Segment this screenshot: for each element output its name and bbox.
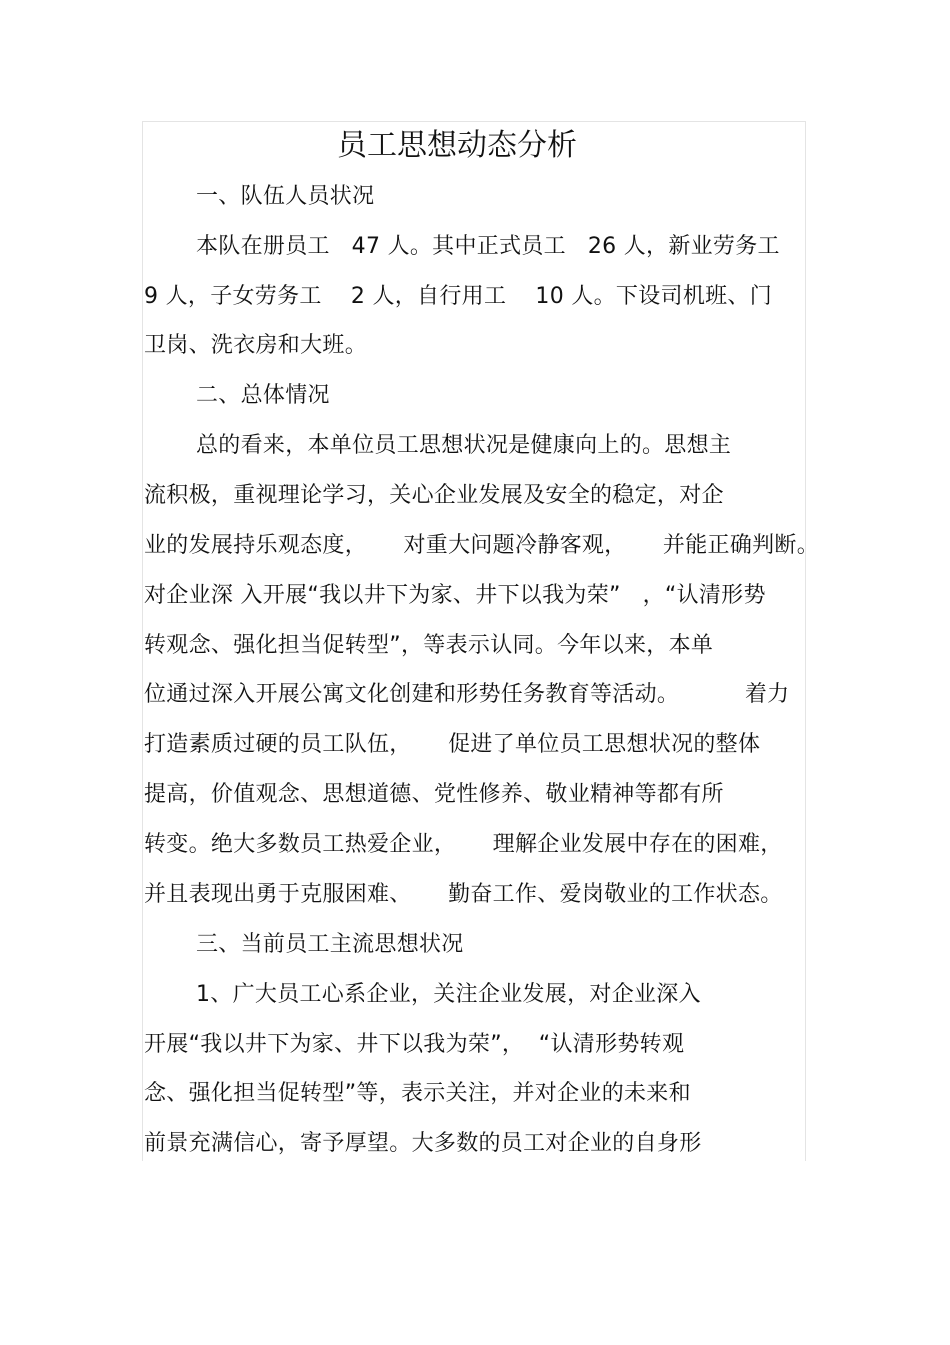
- text-line: 9 人，子女劳务工 2 人，自行用工 10 人。下设司机班、门: [144, 284, 773, 309]
- text-line: 转变。绝大多数员工热爱企业， 理解企业发展中存在的困难，: [144, 832, 783, 857]
- text-line: 对企业深 入开展“我以井下为家、井下以我为荣” ，“认清形势: [144, 583, 766, 608]
- text-line: 并且表现出勇于克服困难、 勤奋工作、爱岗敬业的工作状态。: [144, 882, 783, 907]
- section-heading-1: 一、队伍人员状况: [196, 184, 375, 209]
- section-heading-2: 二、总体情况: [196, 383, 330, 408]
- text-line: 前景充满信心，寄予厚望。大多数的员工对企业的自身形: [144, 1131, 702, 1156]
- section-heading-3: 三、当前员工主流思想状况: [196, 932, 464, 957]
- text-line: 打造素质过硬的员工队伍， 促进了单位员工思想状况的整体: [144, 732, 761, 757]
- text-line: 总的看来，本单位员工思想状况是健康向上的。思想主: [196, 433, 732, 458]
- text-line: 转观念、强化担当促转型”，等表示认同。今年以来，本单: [144, 633, 714, 658]
- text-line: 位通过深入开展公寓文化创建和形势任务教育等活动。 着力: [144, 682, 790, 707]
- document-title: 员工思想动态分析: [337, 128, 577, 163]
- text-line: 1、广大员工心系企业，关注企业发展，对企业深入: [196, 982, 701, 1007]
- text-line: 念、强化担当促转型”等，表示关注，并对企业的未来和: [144, 1081, 691, 1106]
- text-line: 提高，价值观念、思想道德、党性修养、敬业精神等都有所: [144, 782, 724, 807]
- text-line: 开展“我以井下为家、井下以我为荣”， “认清形势转观: [144, 1032, 685, 1057]
- text-line: 本队在册员工 47 人。其中正式员工 26 人，新业劳务工: [196, 234, 780, 259]
- text-line: 卫岗、洗衣房和大班。: [144, 333, 368, 358]
- text-line: 流积极，重视理论学习，关心企业发展及安全的稳定，对企: [144, 483, 724, 508]
- text-line: 业的发展持乐观态度， 对重大问题冷静客观， 并能正确判断。: [144, 533, 820, 558]
